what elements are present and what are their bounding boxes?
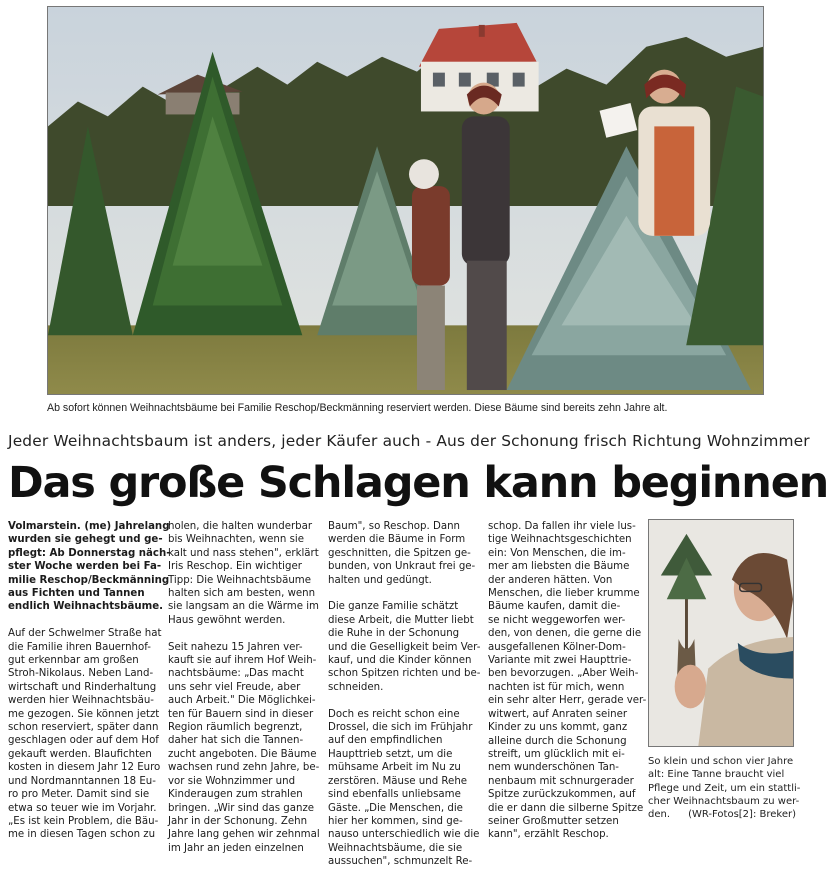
text-line: schon Spitzen richten und be- — [328, 668, 481, 680]
text-line: Variante mit zwei Haupttrie- — [488, 655, 632, 667]
text-line: Weihnachtsbäume, die sie — [328, 842, 463, 854]
text-line: Jahr in der Schonung. Zehn — [168, 815, 308, 827]
text-line: auch Arbeit." Die Möglichkei- — [168, 695, 316, 707]
side-photo — [648, 519, 794, 747]
woman-with-seedling-photo — [649, 520, 793, 746]
text-line: Tipp: Die Weihnachtsbäume — [168, 574, 311, 586]
article-column-4 — [488, 520, 647, 855]
caption-line: So klein und schon vier Jahre — [648, 756, 794, 767]
text-line: wirtschaft und Rinderhaltung — [8, 681, 157, 693]
article-column-3 — [328, 520, 480, 882]
text-line: Iris Reschop. Ein wichtiger — [168, 561, 302, 573]
text-line: se nicht weggeworfen wer- — [488, 614, 626, 626]
lead-line: ster Woche werden bei Fa- — [8, 561, 162, 573]
text-line: ein sehr alter Herr, gerade ver- — [488, 695, 647, 707]
lead-line: pflegt: Ab Donnerstag näch- — [8, 547, 171, 559]
article-column-1 — [8, 520, 171, 855]
article-paragraph — [328, 520, 480, 587]
caption-line: Pflege und Zeit, um ein stattli- — [648, 782, 801, 794]
article-lead — [8, 520, 171, 614]
text-line: geschlagen oder auf dem Hof — [8, 735, 159, 747]
text-line: zerstören. Mäuse und Rehe — [328, 775, 468, 787]
text-line: Auf der Schwelmer Straße hat — [8, 628, 162, 640]
lead-line: Volmarstein. (me) Jahrelang — [8, 521, 170, 532]
text-line: mühsame Arbeit im Nu zu — [328, 762, 461, 774]
text-line: aussuchen", schmunzelt Re- — [328, 856, 473, 868]
text-line: mer am liebsten die Bäume — [488, 561, 630, 573]
text-line: schop. Da fallen ihr viele lus- — [488, 521, 636, 532]
text-line: den, von denen, die gerne die — [488, 628, 642, 640]
caption-last-line — [648, 808, 796, 821]
article-paragraph — [328, 708, 480, 869]
text-line: ausgefallenen Kölner-Dom- — [488, 641, 626, 653]
text-line: die er dann die silberne Spitze — [488, 802, 644, 814]
text-line: Menschen, die lieber krumme — [488, 588, 640, 600]
text-line: wachsen rund zehn Jahre, be- — [168, 762, 320, 774]
text-line: der anderen hätten. Von — [488, 574, 613, 586]
headline: Das große Schlagen kann beginnen — [8, 458, 828, 508]
text-line: Die ganze Familie schätzt — [328, 601, 459, 613]
text-line: ten für Bauern sind in dieser — [168, 708, 314, 720]
text-line: Kinderaugen zum strahlen — [168, 789, 303, 801]
caption-line: alt: Eine Tanne braucht viel — [648, 769, 785, 781]
text-line: im Jahr an jeden einzelnen — [168, 842, 304, 854]
text-line: bringen. „Wir sind das ganze — [168, 802, 315, 814]
text-line: schon reserviert, später dann — [8, 722, 159, 734]
text-line: werden hier Weihnachtsbäu- — [8, 695, 154, 707]
article-paragraph — [168, 641, 321, 856]
text-line: vor sie Wohnzimmer und — [168, 775, 296, 787]
article-column-2 — [168, 520, 321, 869]
subheadline: Jeder Weihnachtsbaum ist anders, jeder Käufer auch - Aus der Schonung frisch Richtung Wohnzimmer — [8, 432, 810, 450]
lead-line: aus Fichten und Tannen — [8, 588, 145, 600]
lead-line: wurden sie gehegt und ge- — [8, 534, 163, 546]
text-line: kann", erzählt Reschop. — [488, 829, 609, 841]
text-line: „Es ist kein Problem, die Bäu- — [8, 815, 159, 827]
text-line: nachten ist für mich, wenn — [488, 681, 625, 693]
text-line: Doch es reicht schon eine — [328, 708, 460, 720]
text-line: halten sich am besten, wenn — [168, 588, 316, 600]
text-line: auf den empfindlichen — [328, 735, 443, 747]
christmas-tree-plantation-photo — [48, 7, 763, 394]
caption-end: den. — [648, 809, 671, 821]
text-line: ben bevorzugen. „Aber Weih- — [488, 668, 639, 680]
text-line: die Familie ihren Bauernhof- — [8, 641, 151, 653]
text-line: sie langsam an die Wärme im — [168, 601, 319, 613]
text-line: witwert, auf Anraten seiner — [488, 708, 628, 720]
text-line: bis Weihnachten, wenn sie — [168, 534, 304, 546]
lead-line: endlich Weihnachtsbäume. — [8, 601, 163, 613]
text-line: nachtsbäume: „Das macht — [168, 668, 304, 680]
text-line: diese Arbeit, die Mutter liebt — [328, 614, 474, 626]
article-paragraph — [328, 600, 480, 694]
text-line: gut erkennbar am großen — [8, 655, 139, 667]
text-line: uns sehr viel Freude, aber — [168, 681, 301, 693]
text-line: schneiden. — [328, 681, 384, 693]
text-line: Jahre lang gehen wir zehnmal — [168, 829, 320, 841]
text-line: ro pro Meter. Damit sind sie — [8, 789, 150, 801]
text-line: Bäume kaufen, damit die- — [488, 601, 621, 613]
text-line: Drossel, die sich im Frühjahr — [328, 722, 473, 734]
text-line: Stroh-Nikolaus. Neben Land- — [8, 668, 154, 680]
text-line: Region räumlich begrenzt, — [168, 722, 303, 734]
text-line: Baum", so Reschop. Dann — [328, 521, 460, 532]
text-line: daher hat sich die Tannen- — [168, 735, 304, 747]
lead-line: milie Reschop/Beckmänning — [8, 574, 170, 586]
text-line: Gäste. „Die Menschen, die — [328, 802, 463, 814]
text-line: kalt und nass stehen", erklärt — [168, 547, 319, 559]
text-line: nem wunderschönen Tan- — [488, 762, 619, 774]
main-photo — [47, 6, 764, 395]
text-line: me in diesen Tagen schon zu — [8, 829, 156, 841]
text-line: kosten in diesem Jahr 12 Euro — [8, 762, 161, 774]
text-line: holen, die halten wunderbar — [168, 521, 313, 532]
text-line: ein: Von Menschen, die im- — [488, 547, 626, 559]
text-line: tige Weihnachtsgeschichten — [488, 534, 632, 546]
text-line: seiner Großmutter setzen — [488, 815, 619, 827]
text-line: kauft sie auf ihrem Hof Weih- — [168, 655, 317, 667]
text-line: nenbaum mit schnurgerader — [488, 775, 634, 787]
side-photo-caption — [648, 755, 801, 821]
text-line: Kinder zu uns kommt, ganz — [488, 722, 628, 734]
photo-credit: (WR-Fotos[2]: Breker) — [688, 809, 796, 821]
text-line: die Ruhe in der Schonung — [328, 628, 460, 640]
text-line: Spitze zurückzukommen, auf — [488, 789, 636, 801]
text-line: halten und gedüngt. — [328, 574, 432, 586]
article-paragraph — [8, 627, 161, 842]
text-line: me gezogen. Sie können jetzt — [8, 708, 160, 720]
photo-caption: Ab sofort können Weihnachtsbäume bei Familie Reschop/Beckmänning reserviert werden. Diese Bäume sind bereits zehn Jahre alt. — [47, 402, 668, 414]
text-line: streift, um glücklich mit ei- — [488, 748, 625, 760]
text-line: zucht angeboten. Die Bäume — [168, 748, 317, 760]
text-line: nauso unterschiedlich wie die — [328, 829, 480, 841]
text-line: alleine durch die Schonung — [488, 735, 627, 747]
text-line: geschnitten, die Spitzen ge- — [328, 547, 471, 559]
article-paragraph — [168, 520, 321, 627]
text-line: kauf, und die Kinder können — [328, 655, 472, 667]
text-line: Seit nahezu 15 Jahren ver- — [168, 641, 303, 653]
text-line: und Nordmanntannen 18 Eu- — [8, 775, 156, 787]
text-line: etwa so teuer wie im Vorjahr. — [8, 802, 157, 814]
text-line: und die Geselligkeit beim Ver- — [328, 641, 481, 653]
text-line: Haus gewöhnt werden. — [168, 614, 286, 626]
text-line: hier her kommen, sind ge- — [328, 815, 463, 827]
text-line: sind ebenfalls unliebsame — [328, 789, 461, 801]
text-line: Haupttrieb setzt, um die — [328, 748, 453, 760]
text-line: werden die Bäume in Form — [328, 534, 466, 546]
text-line: gekauft werden. Blaufichten — [8, 748, 152, 760]
caption-line: cher Weihnachtsbaum zu wer- — [648, 795, 800, 807]
text-line: bunden, von Unkraut frei ge- — [328, 561, 476, 573]
article-paragraph — [488, 520, 647, 842]
